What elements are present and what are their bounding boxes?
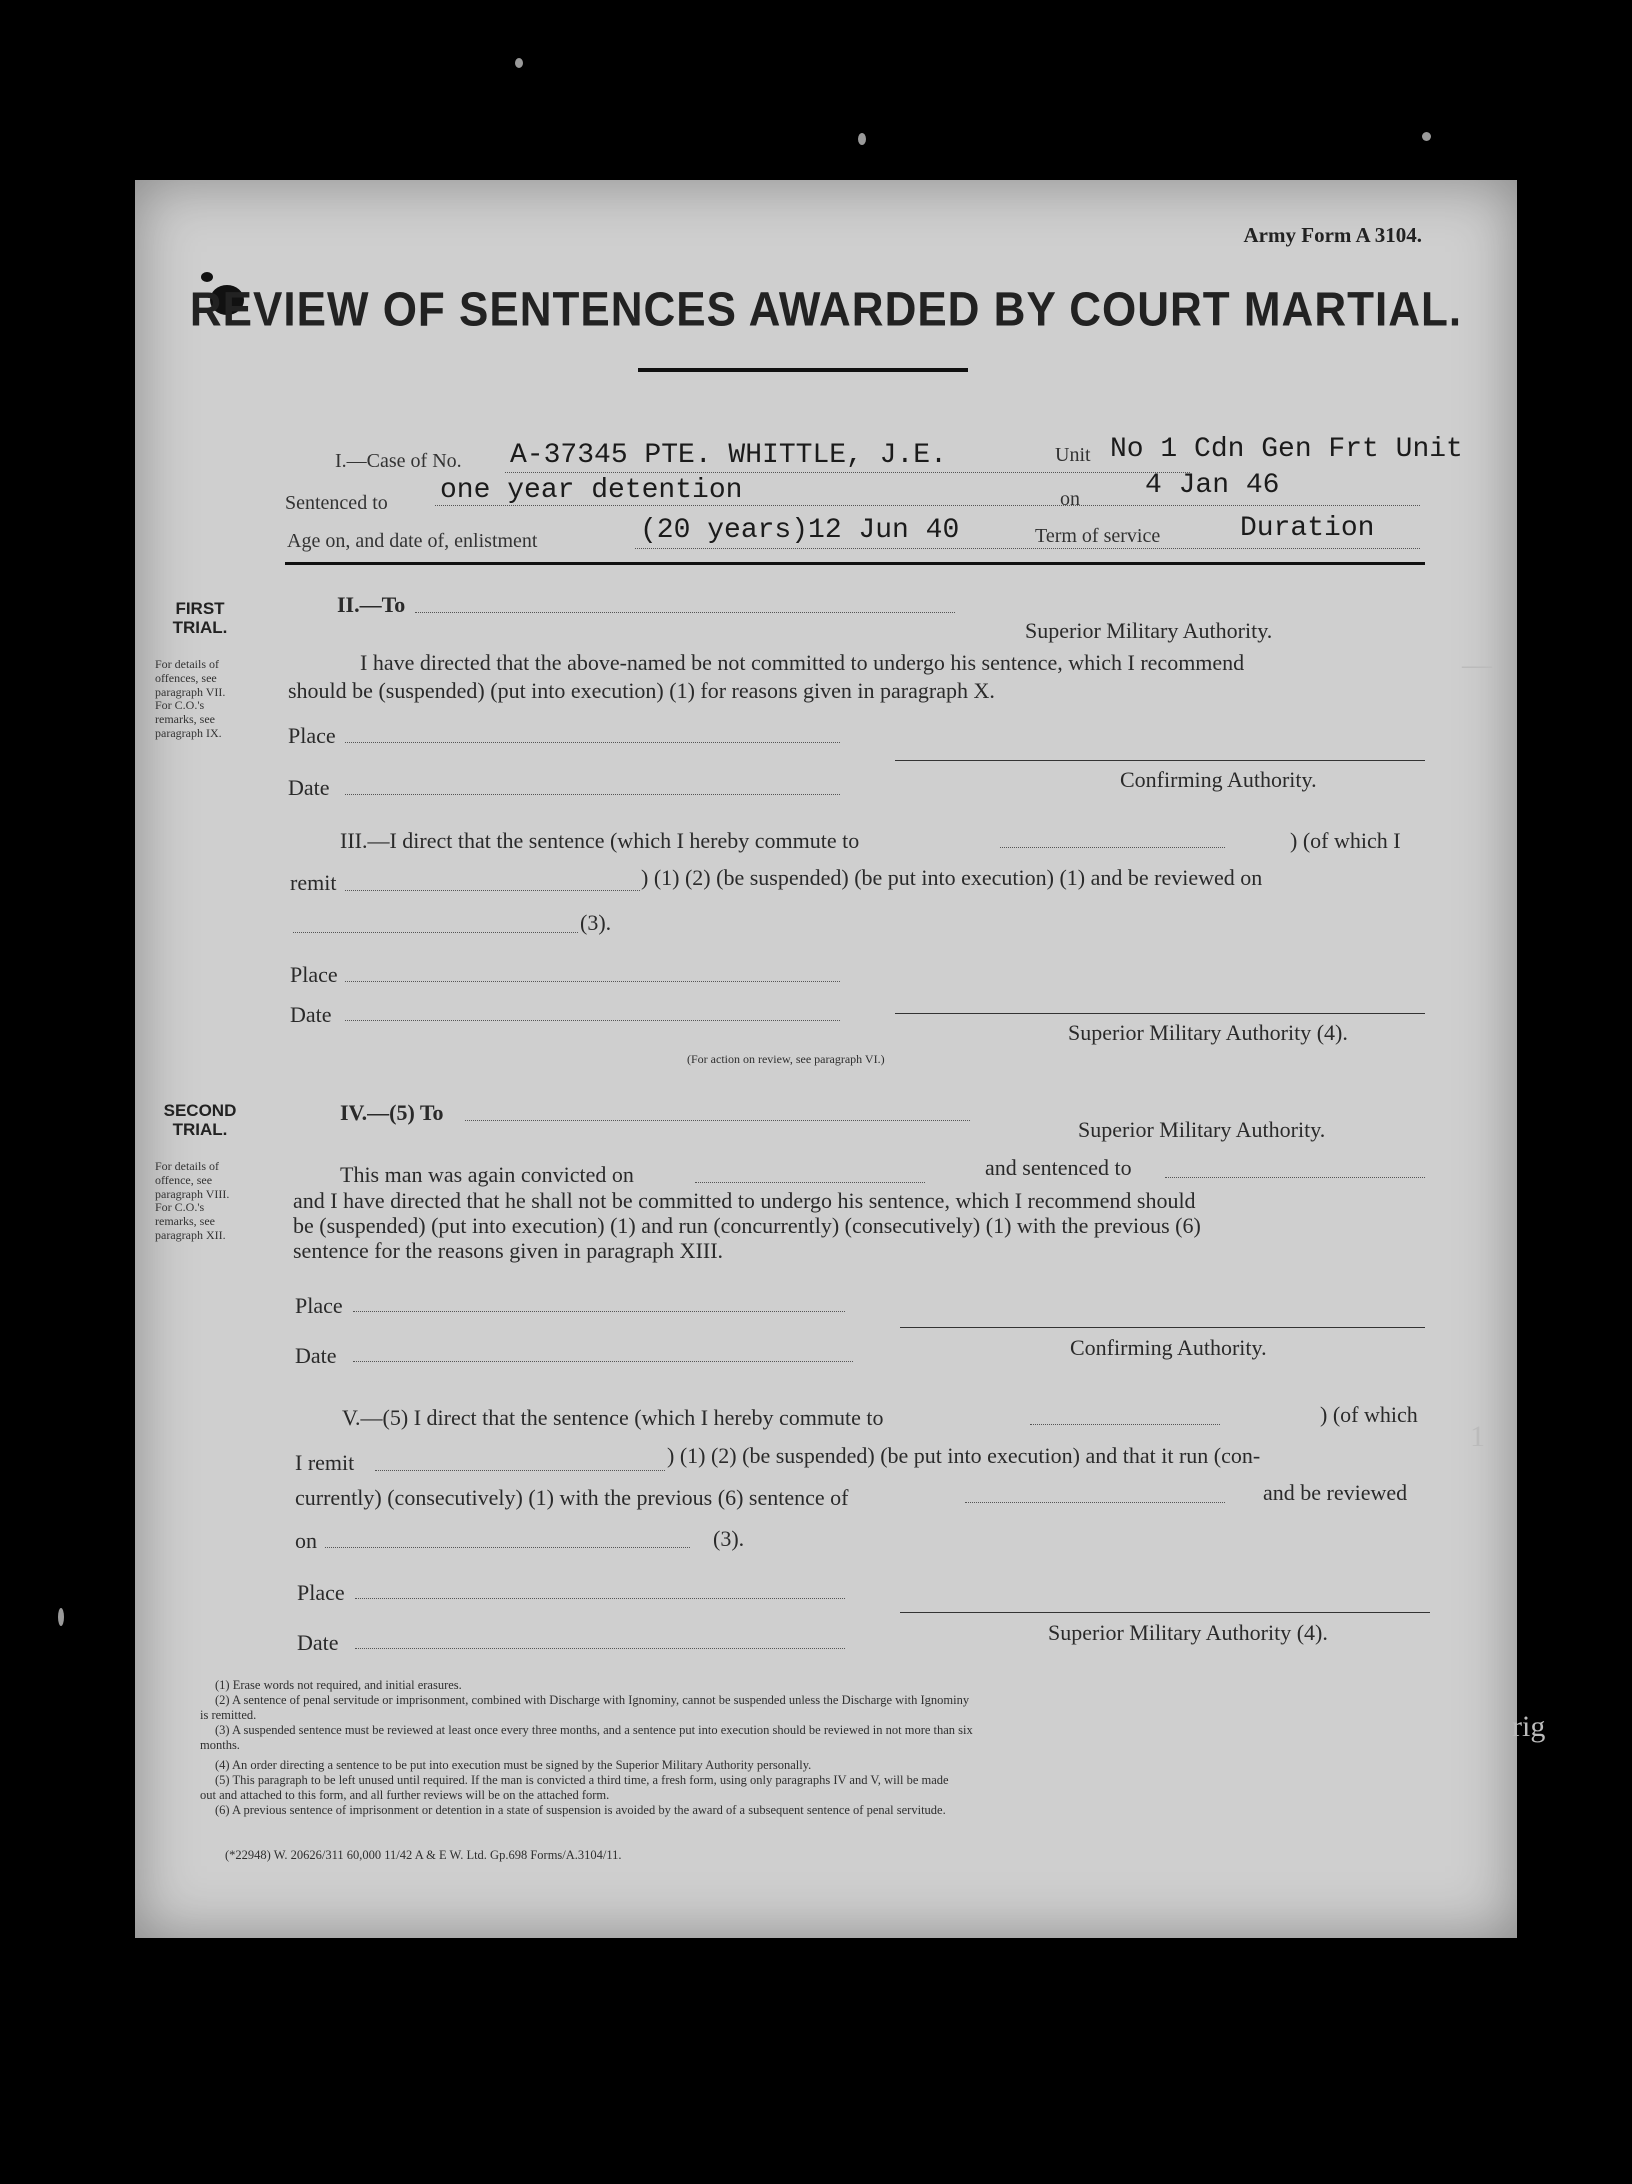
section-2-place: Place — [288, 723, 336, 748]
section-4-place: Place — [295, 1293, 343, 1318]
section-4-text-1a: This man was again convicted on — [340, 1162, 634, 1187]
case-number-label: I.—Case of No. — [335, 450, 462, 472]
term-of-service-value: Duration — [1240, 513, 1375, 544]
section-3-place-line — [345, 981, 840, 982]
footnote: out and attached to this form, and all further reviews will be on the attached form. — [200, 1788, 610, 1802]
section-4-place-line — [353, 1311, 845, 1312]
section-3-signature-line — [895, 1013, 1425, 1014]
section-5-place-line — [355, 1598, 845, 1599]
second-trial-note — [155, 1160, 265, 1243]
footnote: (3) A suspended sentence must be reviewed at least once every three months, and a sentence put into execution should be reviewed in not more than six — [215, 1723, 973, 1737]
second-trial-note-line: offence, see — [155, 1172, 213, 1187]
section-3-signature: Superior Military Authority (4). — [1068, 1020, 1348, 1045]
section-3-text-3: (3). — [580, 910, 612, 935]
first-trial-heading — [155, 600, 245, 637]
section-4-sentenced-line — [1165, 1177, 1425, 1178]
first-trial-heading-2: TRIAL. — [172, 617, 228, 637]
second-trial-heading-2: TRIAL. — [172, 1119, 228, 1139]
first-trial-note — [155, 658, 265, 741]
dust-speck — [58, 1608, 64, 1626]
section-3-commute-line — [1000, 847, 1225, 848]
section-5-commute-line — [1030, 1424, 1220, 1425]
age-enlistment-label: Age on, and date of, enlistment — [287, 530, 538, 552]
first-trial-note-line: paragraph IX. — [155, 725, 222, 740]
age-enlistment-line — [635, 548, 1420, 549]
margin-mark: 1 — [1470, 1420, 1485, 1453]
sentenced-to-label: Sentenced to — [285, 492, 388, 514]
section-2-signature-line — [895, 760, 1425, 761]
title-underline — [638, 368, 968, 372]
on-value: 4 Jan 46 — [1145, 470, 1280, 501]
section-3-note: (For action on review, see paragraph VI.) — [687, 1052, 885, 1066]
first-trial-note-line: offences, see — [155, 670, 217, 685]
form-title: REVIEW OF SENTENCES AWARDED BY COURT MARTIAL. — [189, 282, 1463, 337]
second-trial-heading-1: SECOND — [163, 1101, 237, 1120]
second-trial-heading — [155, 1102, 245, 1139]
section-4-text-1b: and sentenced to — [985, 1155, 1132, 1180]
dust-speck — [515, 58, 523, 68]
sentenced-to-value: one year detention — [440, 475, 743, 506]
section-4-signature-line — [900, 1327, 1425, 1328]
section-5-text-1b: ) (of which — [1320, 1402, 1418, 1427]
margin-mark: rig — [1512, 1710, 1546, 1743]
section-2-place-line — [345, 742, 840, 743]
section-3-remit-line — [345, 890, 640, 891]
section-3-text-1a: III.—I direct that the sentence (which I hereby commute to — [340, 828, 860, 853]
section-5-previous-line — [965, 1502, 1225, 1503]
section-4-text-4: sentence for the reasons given in paragraph XIII. — [293, 1238, 724, 1263]
section-5-signature: Superior Military Authority (4). — [1048, 1620, 1328, 1645]
section-4-to: IV.—(5) To — [340, 1100, 444, 1125]
section-5-text-3b: and be reviewed — [1263, 1480, 1408, 1505]
section-2-to-line — [415, 612, 955, 613]
ink-blot — [201, 272, 213, 282]
section-5-text-4a: on — [295, 1528, 317, 1553]
section-2-to: II.—To — [337, 592, 406, 617]
section-3-text-2b: ) (1) (2) (be suspended) (be put into execution) (1) and be reviewed on — [641, 865, 1263, 890]
age-enlistment-value: (20 years)12 Jun 40 — [640, 515, 960, 546]
section-5-date: Date — [297, 1630, 339, 1655]
second-trial-note-line: remarks, see — [155, 1214, 215, 1229]
section-2-date: Date — [288, 775, 330, 800]
footnote: (2) A sentence of penal servitude or imprisonment, combined with Discharge with Ignominy, cannot be suspended unless the Discharge with Ignominy — [215, 1693, 970, 1707]
on-label: on — [1060, 488, 1080, 510]
section-2-signature: Confirming Authority. — [1120, 767, 1317, 792]
first-trial-note-line: For details of — [155, 657, 219, 671]
section-5-date-line — [355, 1648, 845, 1649]
section-4-date-line — [353, 1361, 853, 1362]
section-4-signature: Confirming Authority. — [1070, 1335, 1267, 1360]
unit-value: No 1 Cdn Gen Frt Unit — [1110, 434, 1463, 465]
printer-line: (*22948) W. 20626/311 60,000 11/42 A & E W. Ltd. Gp.698 Forms/A.3104/11. — [225, 1848, 622, 1862]
section-divider — [285, 562, 1425, 565]
first-trial-note-line: For C.O.'s — [155, 698, 205, 713]
term-of-service-label: Term of service — [1035, 525, 1161, 547]
section-5-place: Place — [297, 1580, 345, 1605]
section-5-text-2b: ) (1) (2) (be suspended) (be put into execution) and that it run (con- — [667, 1443, 1261, 1468]
section-5-review-line — [325, 1547, 690, 1548]
sentenced-to-line — [435, 505, 1420, 506]
footnote: months. — [200, 1738, 240, 1752]
footnote: (5) This paragraph to be left unused until required. If the man is convicted a third time, a fresh form, using only paragraphs IV and V, will be made — [215, 1773, 949, 1787]
first-trial-note-line: paragraph VII. — [155, 684, 226, 699]
section-2-authority: Superior Military Authority. — [1025, 618, 1273, 643]
section-3-place: Place — [290, 962, 338, 987]
second-trial-note-line: For C.O.'s — [155, 1200, 205, 1215]
section-5-signature-line — [900, 1612, 1430, 1613]
second-trial-note-line: For details of — [155, 1159, 219, 1173]
section-3-date-line — [345, 1020, 840, 1021]
section-4-convicted-line — [695, 1182, 925, 1183]
second-trial-note-line: paragraph XII. — [155, 1227, 226, 1242]
section-5-remit-line — [375, 1470, 665, 1471]
first-trial-heading-1: FIRST — [175, 599, 225, 618]
first-trial-note-line: remarks, see — [155, 712, 215, 727]
unit-label: Unit — [1055, 444, 1091, 466]
footnote: (1) Erase words not required, and initial erasures. — [215, 1678, 462, 1692]
case-number-line — [505, 472, 1190, 473]
section-5-text-1a: V.—(5) I direct that the sentence (which I hereby commute to — [342, 1405, 884, 1430]
footnote: (6) A previous sentence of imprisonment or detention in a state of suspension is avoided by the award of a subsequent sentence of penal servitude. — [215, 1803, 946, 1817]
section-2-text-2: should be (suspended) (put into execution) (1) for reasons given in paragraph X. — [288, 678, 995, 703]
section-5-text-4b: (3). — [713, 1526, 745, 1551]
section-2-date-line — [345, 794, 840, 795]
section-3-date: Date — [290, 1002, 332, 1027]
case-number-value: A-37345 PTE. WHITTLE, J.E. — [510, 440, 947, 471]
section-3-review-line — [293, 932, 578, 933]
section-2-text-1: I have directed that the above-named be not committed to undergo his sentence, which I recommend — [360, 650, 1245, 675]
dust-speck — [1422, 132, 1431, 141]
section-5-text-3a: currently) (consecutively) (1) with the previous (6) sentence of — [295, 1485, 849, 1510]
section-3-text-2a: remit — [290, 870, 337, 895]
section-4-date: Date — [295, 1343, 337, 1368]
footnote: (4) An order directing a sentence to be put into execution must be signed by the Superior Military Authority personally. — [215, 1758, 812, 1772]
margin-mark: — — [1462, 648, 1492, 681]
footnote: is remitted. — [200, 1708, 257, 1722]
second-trial-note-line: paragraph VIII. — [155, 1186, 230, 1201]
dust-speck — [858, 133, 866, 145]
section-5-text-2a: I remit — [295, 1450, 355, 1475]
section-4-text-2: and I have directed that he shall not be committed to undergo his sentence, which I recommend should — [293, 1188, 1196, 1213]
section-3-text-1b: ) (of which I — [1290, 828, 1401, 853]
section-4-to-line — [465, 1120, 970, 1121]
section-4-authority: Superior Military Authority. — [1078, 1117, 1326, 1142]
section-4-text-3: be (suspended) (put into execution) (1) and run (concurrently) (consecutively) (1) with the previous (6) — [293, 1213, 1201, 1238]
form-number: Army Form A 3104. — [1243, 223, 1422, 247]
form-sheet — [135, 180, 1517, 1938]
